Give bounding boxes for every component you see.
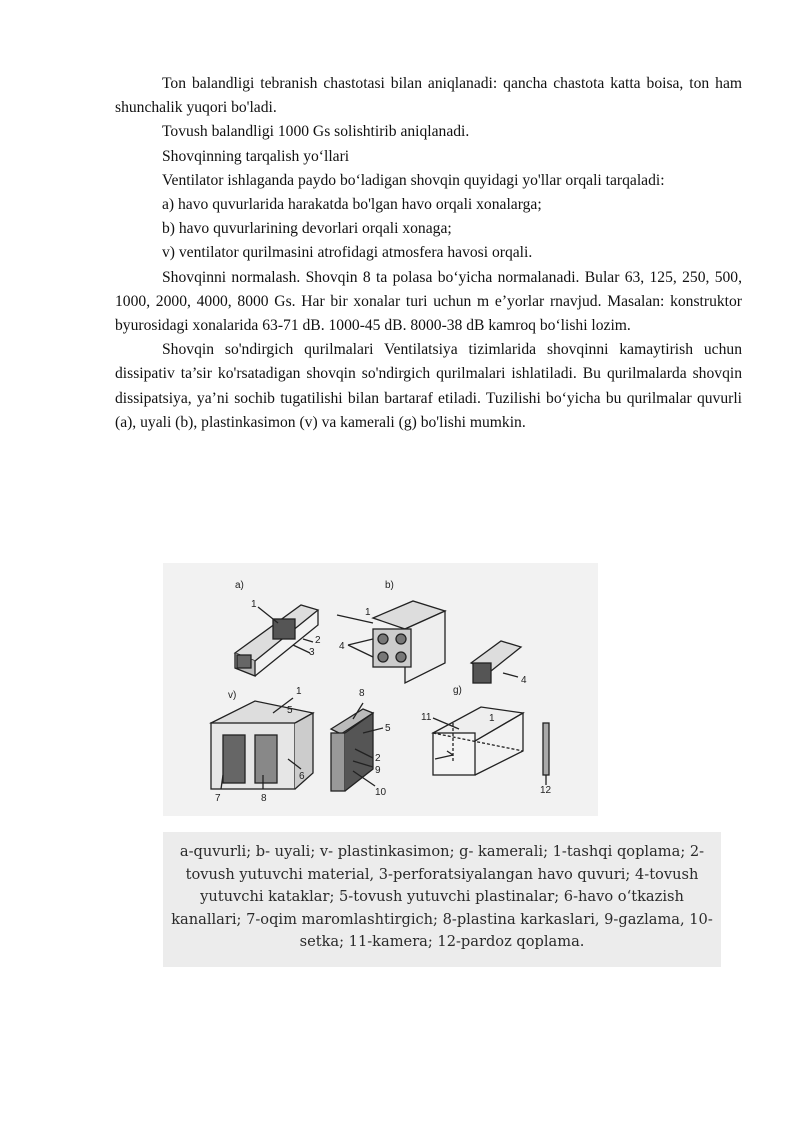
panel-label-a: a) — [235, 580, 244, 591]
plate-silencer-drawing — [211, 698, 383, 791]
paragraph-fan-noise: Ventilator ishlaganda paydo bo‘ladigan shovqin quyidagi yo'llar orqali tarqaladi: — [162, 171, 665, 189]
callout-number: 4 — [339, 641, 345, 652]
panel-label-v: v) — [228, 690, 237, 701]
panel-label-b: b) — [385, 580, 394, 591]
document-body — [115, 72, 742, 435]
caption-text: a-quvurli; b- uyali; v- plastinkasimon; g- kamerali; 1-tashqi qoplama; 2-tovush yutuvchi material, 3-perforatsiyalangan havo quvuri; 4-tovush yutuvchi kataklar; 5-tovush yutuvchi plastinalar; 6-havo o‘tkazish kanallari; 7-oqim maromlashtirgich; 8-plastina karkaslari, 9-gazlama, 10-setka; 11-kamera; 12-pardoz qoplama. — [171, 843, 713, 951]
list-item-b: b) havo quvurlarining devorlari orqali xonaga; — [162, 220, 452, 238]
paragraph-silencers: Shovqin so'ndirgich qurilmalari Ventilatsiya tizimlarida shovqinni kamaytirish uchun dissipativ ta’sir ko'rsatadigan shovqin so'ndirgich qurilmalari ishlatiladi. Bu qurilmalarda shovqin dissipatsiya, ya’ni sochib tugatilishi bilan bartaraf etiladi. Tuzilishi bo‘yicha bu qurilmalar quvurli (a), uyali (b), plastinkasimon (v) va kamerali (g) bo'lishi mumkin. — [115, 341, 742, 431]
callout-number: 9 — [375, 765, 381, 776]
silencer-diagram — [163, 563, 598, 816]
callout-number: 12 — [540, 785, 552, 796]
list-item-v: v) ventilator qurilmasini atrofidagi atmosfera havosi orqali. — [162, 244, 533, 262]
paragraph-tone-pitch: Ton balandligi tebranish chastotasi bilan aniqlanadi: qancha chastota katta boisa, ton ham shunchalik yuqori bo'ladi. — [115, 75, 742, 117]
callout-number: 2 — [375, 753, 381, 764]
panel-label-g: g) — [453, 685, 462, 696]
callout-number: 3 — [309, 647, 315, 658]
callout-number: 8 — [261, 793, 267, 804]
paragraph-sound-level: Tovush balandligi 1000 Gs solishtirib aniqlanadi. — [162, 123, 470, 141]
silencer-figure — [163, 563, 598, 816]
callout-number: 8 — [359, 688, 365, 699]
paragraph-noise-norms: Shovqinni normalash. Shovqin 8 ta polasa bo‘yicha normalanadi. Bular 63, 125, 250, 500, 1000, 2000, 4000, 8000 Gs. Har bir xonalar turi uchun m e’yorlar rnavjud. Masalan: konstruktor byurosidagi xonalarida 63-71 dB. 1000-45 dB. 8000-38 dB kamroq bo‘lishi lozim. — [115, 268, 742, 335]
callout-number: 5 — [385, 723, 391, 734]
callout-number: 5 — [287, 705, 293, 716]
callout-number: 1 — [365, 607, 371, 618]
callout-number: 11 — [421, 712, 432, 723]
callout-number: 4 — [521, 675, 527, 686]
figure-caption — [163, 832, 721, 967]
tubular-silencer-drawing — [235, 605, 318, 676]
list-item-a: a) havo quvurlarida harakatda bo'lgan havo orqali xonalarga; — [162, 196, 542, 214]
callout-number: 6 — [299, 771, 305, 782]
callout-number: 1 — [251, 599, 257, 610]
heading-noise-paths: Shovqinning tarqalish yo‘llari — [162, 147, 350, 165]
callout-number: 1 — [489, 713, 495, 724]
callout-number: 10 — [375, 787, 387, 798]
callout-number: 7 — [215, 793, 221, 804]
callout-number: 1 — [296, 686, 302, 697]
callout-number: 2 — [315, 635, 321, 646]
